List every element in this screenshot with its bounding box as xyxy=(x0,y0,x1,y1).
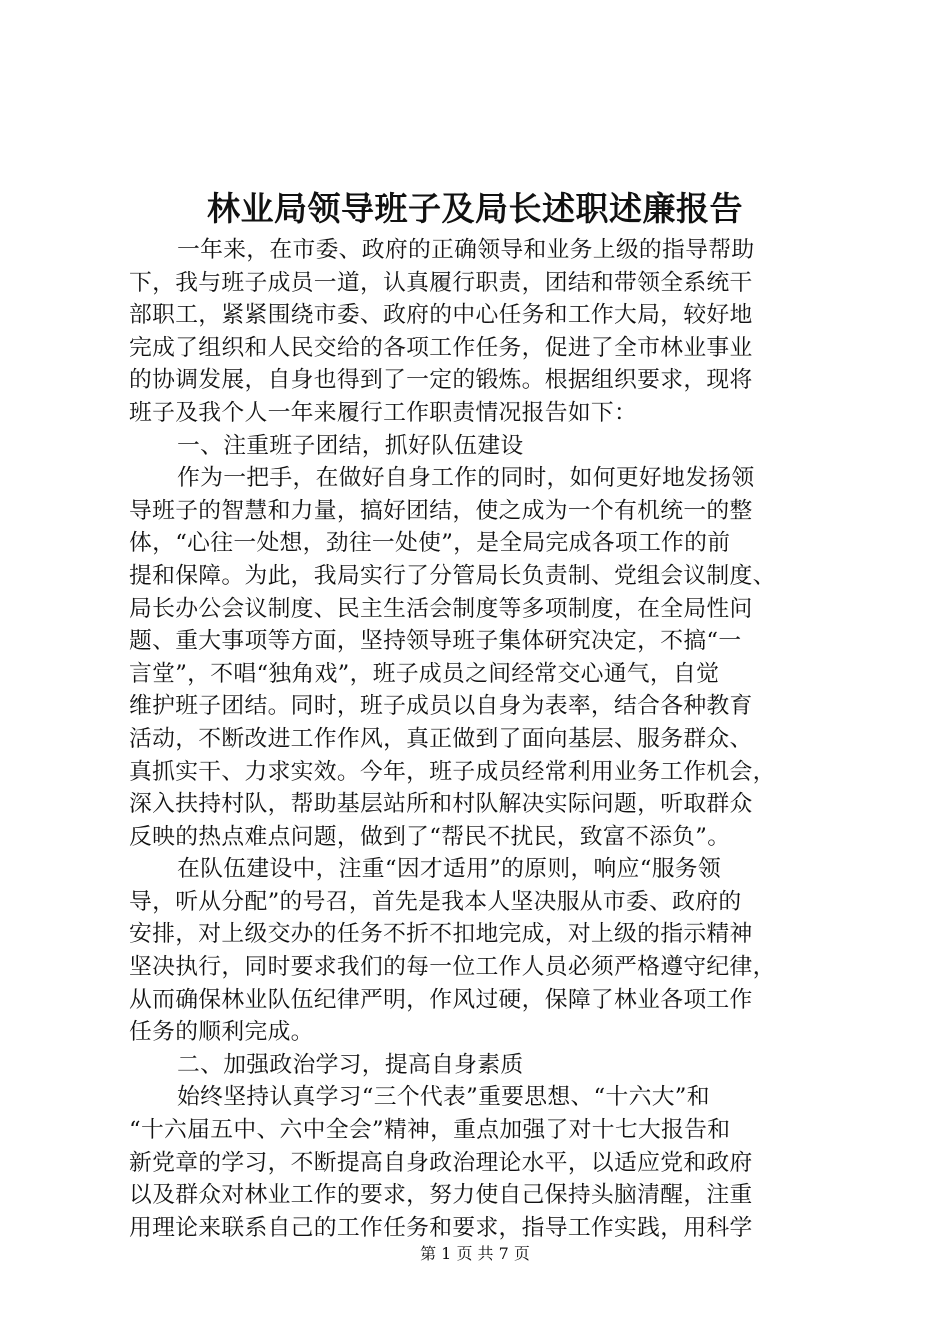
body-line: 班子及我个人一年来履行工作职责情况报告如下： xyxy=(129,399,638,426)
body-line: 在队伍建设中，注重“因才适用”的原则，响应“服务领 xyxy=(177,856,721,883)
body-line: 提和保障。为此，我局实行了分管局长负责制、党组会议制度、 xyxy=(129,562,776,589)
body-line: 二、加强政治学习，提高自身素质 xyxy=(177,1051,524,1078)
body-line: 反映的热点难点问题，做到了“帮民不扰民，致富不添负”。 xyxy=(129,823,731,850)
body-line: 一年来，在市委、政府的正确领导和业务上级的指导帮助 xyxy=(177,237,755,263)
body-line: 以及群众对林业工作的要求，努力使自己保持头脑清醒，注重 xyxy=(129,1182,753,1209)
body-line: 导，听从分配”的号召，首先是我本人坚决服从市委、政府的 xyxy=(129,888,742,915)
body-line: 真抓实干、力求实效。今年，班子成员经常利用业务工作机会， xyxy=(129,758,776,785)
body-line: 新党章的学习，不断提高自身政治理论水平，以适应党和政府 xyxy=(129,1149,753,1176)
body-line: 任务的顺利完成。 xyxy=(129,1019,314,1046)
body-line: 导班子的智慧和力量，搞好团结，使之成为一个有机统一的整 xyxy=(129,497,753,524)
body-line: 完成了组织和人民交给的各项工作任务，促进了全市林业事业 xyxy=(129,334,753,361)
body-line: 题、重大事项等方面，坚持领导班子集体研究决定，不搞“一 xyxy=(129,628,742,655)
body-line: 用理论来联系自己的工作任务和要求，指导工作实践，用科学 xyxy=(129,1214,753,1241)
document-title: 林业局领导班子及局长述职述廉报告 xyxy=(207,189,743,228)
body-line: 的协调发展，自身也得到了一定的锻炼。根据组织要求，现将 xyxy=(129,367,753,394)
body-line: 坚决执行，同时要求我们的每一位工作人员必须严格遵守纪律， xyxy=(129,954,776,981)
body-line: 始终坚持认真学习“三个代表”重要思想、“十六大”和 xyxy=(177,1084,710,1111)
body-line: 一、注重班子团结，抓好队伍建设 xyxy=(177,432,524,459)
body-line: 体，“心往一处想，劲往一处使”，是全局完成各项工作的前 xyxy=(129,530,731,557)
body-line: 部职工，紧紧围绕市委、政府的中心任务和工作大局，较好地 xyxy=(129,302,753,329)
body-line: 言堂”，不唱“独角戏”，班子成员之间经常交心通气，自觉 xyxy=(129,660,720,687)
body-line: 安排，对上级交办的任务不折不扣地完成，对上级的指示精神 xyxy=(129,921,753,948)
body-line: 活动，不断改进工作作风，真正做到了面向基层、服务群众、 xyxy=(129,725,753,752)
body-line: 局长办公会议制度、民主生活会制度等多项制度，在全局性问 xyxy=(129,595,753,622)
body-line: 下，我与班子成员一道，认真履行职责，团结和带领全系统干 xyxy=(129,269,753,296)
body-line: 从而确保林业队伍纪律严明，作风过硬，保障了林业各项工作 xyxy=(129,986,753,1013)
body-line: “十六届五中、六中全会”精神，重点加强了对十七大报告和 xyxy=(129,1117,731,1144)
document-body xyxy=(129,234,843,1244)
body-line: 深入扶持村队，帮助基层站所和村队解决实际问题，听取群众 xyxy=(129,791,753,818)
page-footer: 第 1 页 共 7 页 xyxy=(420,1244,530,1263)
body-line: 维护班子团结。同时，班子成员以自身为表率，结合各种教育 xyxy=(129,693,753,720)
body-line: 作为一把手，在做好自身工作的同时，如何更好地发扬领 xyxy=(177,465,755,492)
